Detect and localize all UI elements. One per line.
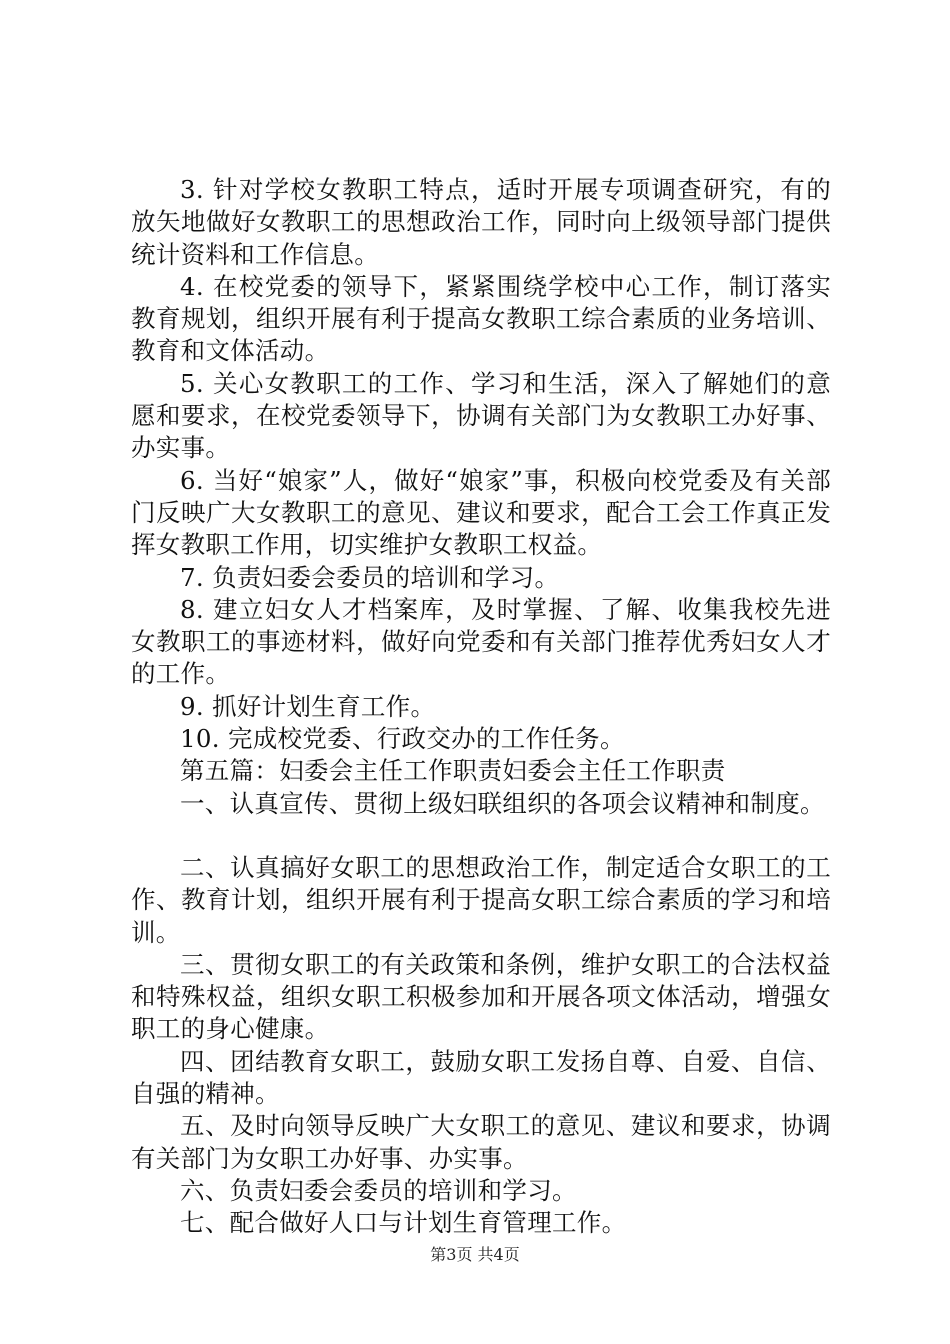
- paragraph-item-3: 3. 针对学校女教职工特点，适时开展专项调查研究，有的放矢地做好女教职工的思想政治工作，同时向上级领导部门提供统计资料和工作信息。: [131, 175, 831, 269]
- duty-item-5: 五、及时向领导反映广大女职工的意见、建议和要求，协调有关部门为女职工办好事、办实事。: [131, 1111, 831, 1173]
- paragraph-item-6: 6. 当好“娘家”人，做好“娘家”事，积极向校党委及有关部门反映广大女教职工的意见、建议和要求，配合工会工作真正发挥女教职工作用，切实维护女教职工权益。: [131, 465, 831, 560]
- duty-item-7: 七、配合做好人口与计划生育管理工作。: [180, 1208, 627, 1238]
- paragraph-item-10: 10. 完成校党委、行政交办的工作任务。: [180, 724, 625, 754]
- paragraph-item-4: 4. 在校党委的领导下，紧紧围绕学校中心工作，制订落实教育规划，组织开展有利于提高女教职工综合素质的业务培训、教育和文体活动。: [131, 271, 831, 366]
- duty-item-1: 一、认真宣传、贯彻上级妇联组织的各项会议精神和制度。: [180, 788, 825, 818]
- paragraph-item-9: 9. 抓好计划生育工作。: [180, 691, 436, 721]
- section-heading: 第五篇：妇委会主任工作职责妇委会主任工作职责: [180, 756, 726, 786]
- duty-item-2: 二、认真搞好女职工的思想政治工作，制定适合女职工的工作、教育计划，组织开展有利于提高女职工综合素质的学习和培训。: [131, 852, 831, 947]
- duty-item-3: 三、贯彻女职工的有关政策和条例，维护女职工的合法权益和特殊权益，组织女职工积极参加和开展各项文体活动，增强女职工的身心健康。: [131, 949, 831, 1044]
- duty-item-6: 六、负责妇委会委员的培训和学习。: [180, 1175, 577, 1205]
- duty-item-4: 四、团结教育女职工，鼓励女职工发扬自尊、自爱、自信、自强的精神。: [131, 1046, 831, 1109]
- document-body: [131, 174, 831, 1240]
- paragraph-item-7: 7. 负责妇委会委员的培训和学习。: [180, 562, 560, 592]
- paragraph-item-8: 8. 建立妇女人才档案库，及时掌握、了解、收集我校先进女教职工的事迹材料，做好向党委和有关部门推荐优秀妇女人才的工作。: [131, 594, 831, 689]
- page-number-footer: 第3页 共4页: [430, 1245, 520, 1264]
- paragraph-item-5: 5. 关心女教职工的工作、学习和生活，深入了解她们的意愿和要求，在校党委领导下，协调有关部门为女教职工办好事、办实事。: [131, 368, 831, 463]
